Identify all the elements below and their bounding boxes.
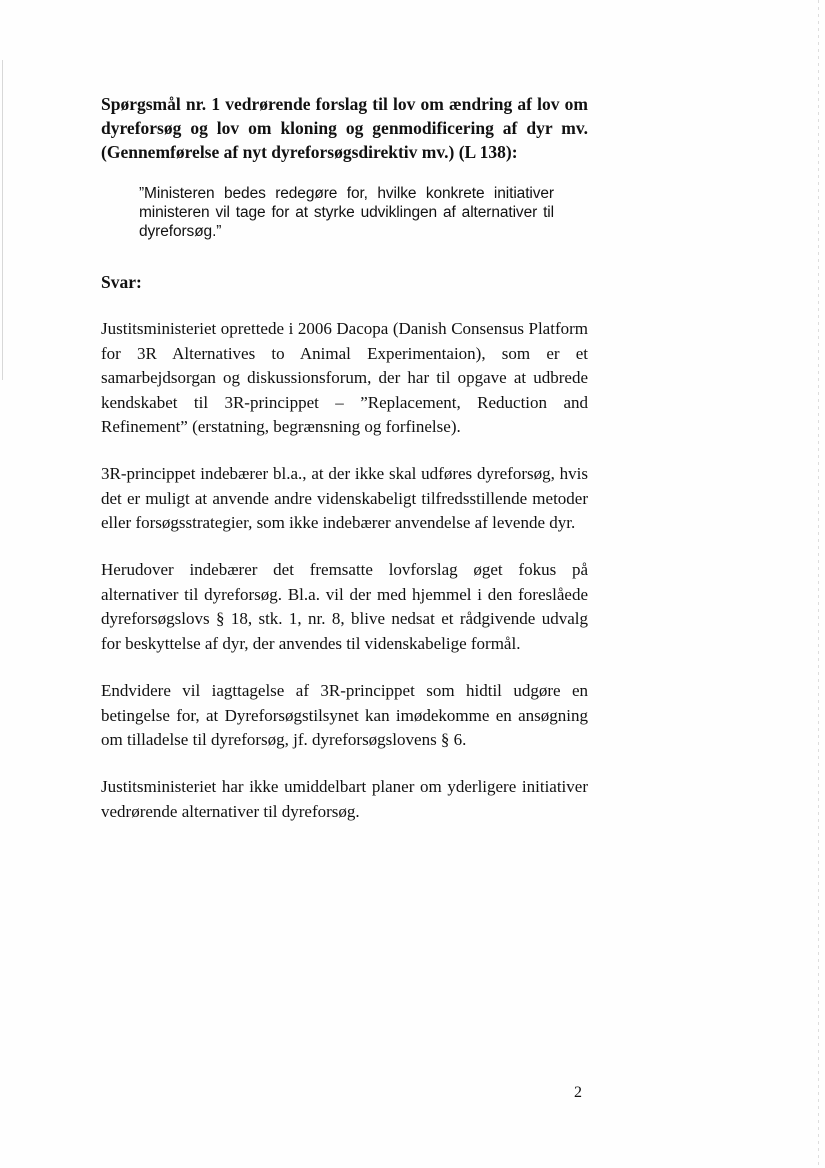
- answer-paragraph-1: Justitsministeriet oprettede i 2006 Dacopa (Danish Consensus Platform for 3R Alternatives to Animal Experimentaion), som er et samarbejdsorgan og diskussionsforum, der har til opgave at udbrede kendskabet til 3R-princippet – ”Replacement, Reduction and Refinement” (erstatning, begrænsning og forfinelse).: [101, 319, 588, 436]
- answer-paragraph-5: Justitsministeriet har ikke umiddelbart planer om yderligere initiativer vedrørende alternativer til dyreforsøg.: [101, 777, 588, 821]
- scan-edge-right: [818, 0, 819, 1168]
- answer-paragraph-2: 3R-princippet indebærer bl.a., at der ikke skal udføres dyreforsøg, hvis det er muligt at anvende andre videnskabeligt tilfredsstillende metoder eller forsøgsstrategier, som ikke indebærer anvendelse af levende dyr.: [101, 464, 588, 532]
- answer-label: Svar:: [101, 272, 142, 292]
- answer-paragraph-4: Endvidere vil iagttagelse af 3R-princippet som hidtil udgøre en betingelse for, at Dyreforsøgstilsynet kan imødekomme en ansøgning om tilladelse til dyreforsøg, jf. dyreforsøgslovens § 6.: [101, 681, 588, 749]
- answer-paragraph-3: Herudover indebærer det fremsatte lovforslag øget fokus på alternativer til dyreforsøg. Bl.a. vil der med hjemmel i den foreslåede dyreforsøgslovs § 18, stk. 1, nr. 8, blive nedsat et rådgivende udvalg for beskyttelse af dyr, der anvendes til videnskabelige formål.: [101, 560, 588, 653]
- scan-edge-left: [2, 60, 3, 380]
- page-number: 2: [574, 1084, 582, 1101]
- question-heading: Spørgsmål nr. 1 vedrørende forslag til lov om ændring af lov om dyreforsøg og lov om kloning og genmodificering af dyr mv. (Gennemførelse af nyt dyreforsøgsdirektiv mv.) (L 138):: [101, 94, 588, 162]
- question-quote: ”Ministeren bedes redegøre for, hvilke konkrete initiativer ministeren vil tage for at styrke udviklingen af alternativer til dyreforsøg.”: [139, 185, 554, 240]
